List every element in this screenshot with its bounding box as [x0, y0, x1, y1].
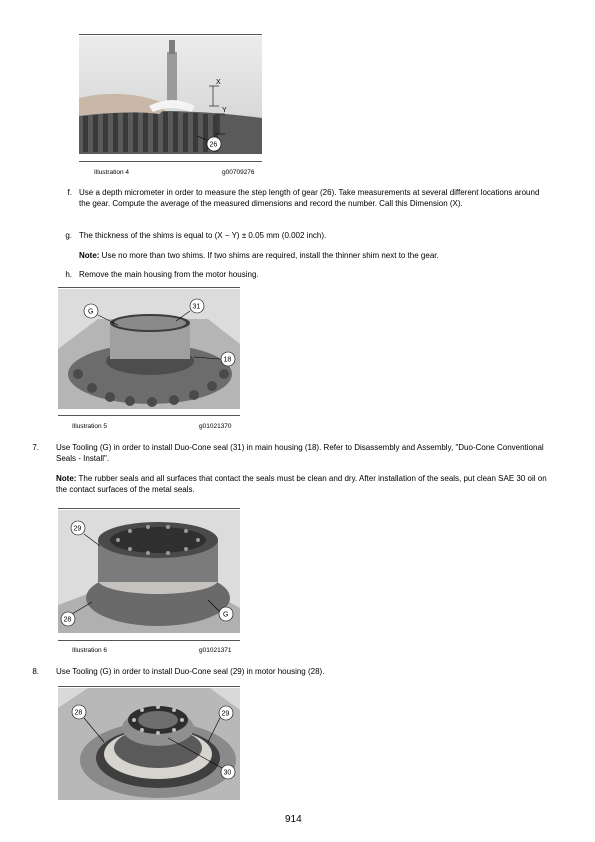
callout-x [216, 79, 221, 86]
callout-y [222, 107, 227, 114]
note-label: Note: [56, 474, 77, 483]
svg-text:18: 18 [223, 356, 232, 364]
callout-28 [61, 612, 75, 626]
note-label: Note: [79, 251, 100, 260]
step-7-text: Use Tooling (G) in order to install Duo-Cone seal (31) in main housing (18). Refer to Disassembly and Assembly, "Duo-Cone Conventional Seals - Install". [56, 443, 544, 463]
illustration-6-label: Illustration 6 [72, 647, 108, 654]
step-g-marker: g. [65, 231, 72, 240]
figure-top-rule [58, 508, 240, 509]
step-g-text: The thickness of the shims is equal to (X − Y) ± 0.05 mm (0.002 inch). [79, 231, 327, 240]
step-h-marker: h. [65, 270, 72, 279]
illustration-4-photo [79, 36, 262, 154]
svg-text:29: 29 [73, 525, 82, 533]
step-7-note [56, 474, 554, 495]
svg-text:G: G [223, 611, 229, 619]
illustration-4-label: Illustration 4 [94, 169, 130, 176]
step-f-marker: f. [67, 188, 72, 197]
callout-28 [72, 705, 86, 719]
svg-text:Y: Y [222, 107, 227, 114]
step-h-text: Remove the main housing from the motor housing. [79, 270, 259, 279]
note-text: Use no more than two shims. If two shims are required, install the thinner shim next to the gear. [99, 251, 439, 260]
illustration-5-photo [58, 289, 240, 409]
figure-top-rule [79, 34, 262, 35]
callout-g [219, 607, 233, 621]
illustration-5-code: g01021370 [199, 423, 232, 430]
figure-top-rule [58, 287, 240, 288]
svg-text:G: G [88, 308, 94, 316]
figure-caption-rule [58, 640, 240, 641]
illustration-6-photo [58, 510, 240, 633]
figure-caption-rule [58, 415, 240, 416]
step-8-text: Use Tooling (G) in order to install Duo-Cone seal (29) in motor housing (28). [56, 667, 325, 676]
callout-26 [207, 137, 221, 151]
step-7-marker: 7. [32, 443, 39, 452]
svg-text:28: 28 [74, 709, 83, 717]
callout-31 [190, 299, 204, 313]
illustration-4-code: g00709276 [222, 169, 255, 176]
callout-g [84, 304, 98, 318]
svg-text:30: 30 [223, 769, 232, 777]
callout-30 [221, 765, 235, 779]
svg-text:31: 31 [192, 303, 201, 311]
svg-text:X: X [216, 79, 221, 86]
svg-text:26: 26 [209, 141, 218, 149]
step-g-note [79, 251, 549, 262]
callout-29 [71, 521, 85, 535]
svg-text:29: 29 [221, 710, 230, 718]
note-text: The rubber seals and all surfaces that contact the seals must be clean and dry. After installation of the seals, put clean SAE 30 oil on the contact surfaces of the metal seals. [56, 474, 547, 494]
illustration-6-code: g01021371 [199, 647, 232, 654]
page-number: 914 [285, 814, 302, 825]
step-f-text: Use a depth micrometer in order to measure the step length of gear (26). Take measurements at several different locations around the gear. Compute the average of the measured dimensions and record the number. Call this Dimension (X). [79, 188, 540, 208]
callout-29 [219, 706, 233, 720]
svg-text:28: 28 [63, 616, 72, 624]
figure-caption-rule [79, 161, 262, 162]
illustration-5-label: Illustration 5 [72, 423, 108, 430]
figure-top-rule [58, 686, 240, 687]
step-8-marker: 8. [32, 667, 39, 676]
illustration-7-photo [58, 688, 240, 800]
callout-18 [221, 352, 235, 366]
